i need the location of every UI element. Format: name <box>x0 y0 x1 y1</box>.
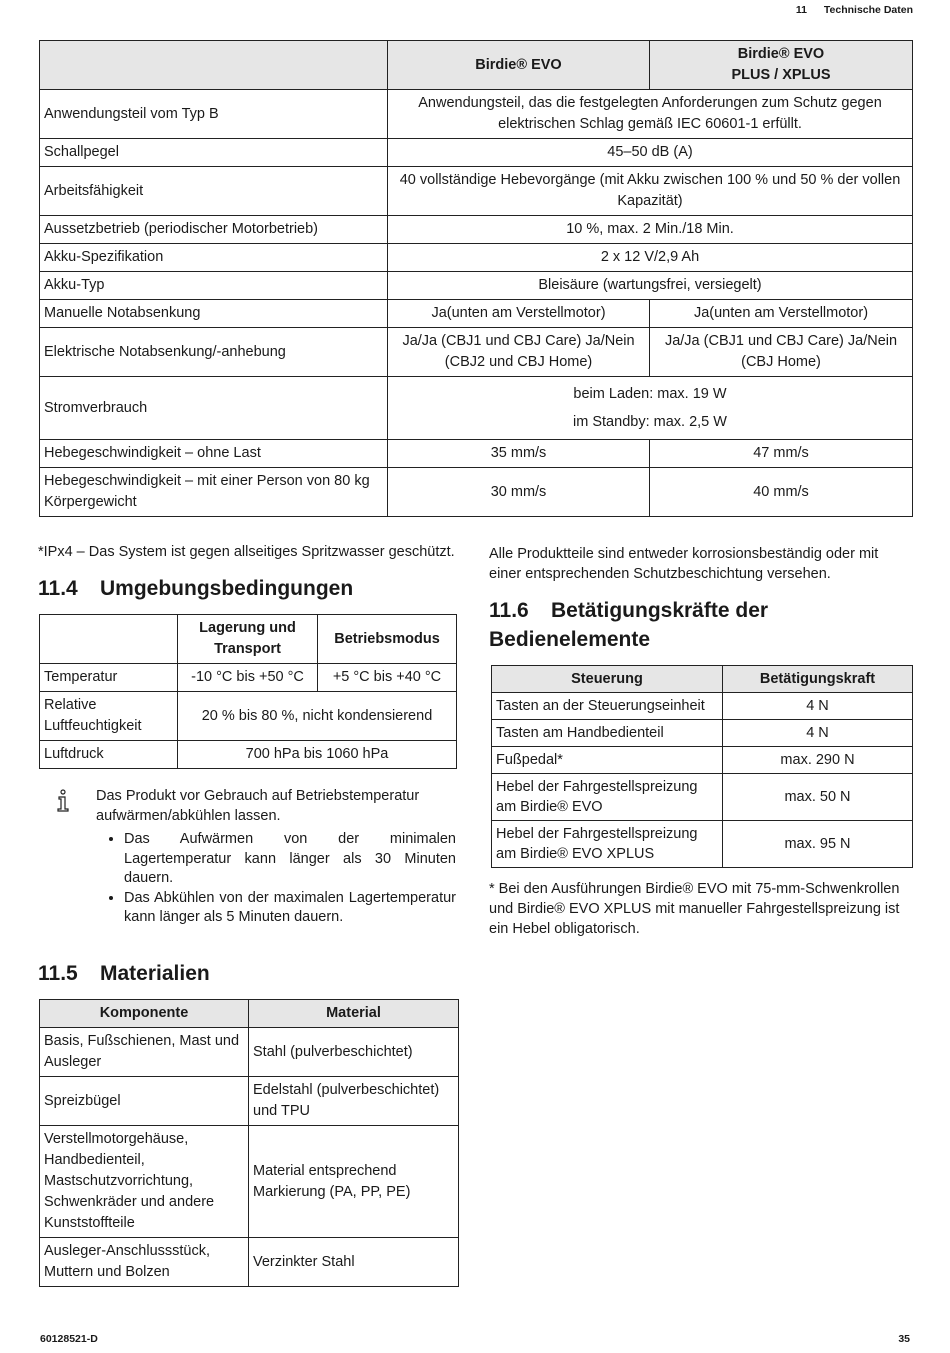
table-row <box>40 741 457 769</box>
row-label: Temperatur <box>40 664 178 692</box>
table-row <box>40 468 913 517</box>
row-value: 40 vollständige Hebevorgänge (mit Akku zwischen 100 % und 50 % der vollen Kapazität) <box>388 167 913 216</box>
table-row <box>40 300 913 328</box>
row-label: Arbeitsfähigkeit <box>40 167 388 216</box>
row-label: Akku-Typ <box>40 272 388 300</box>
table-row <box>40 328 913 377</box>
table-row <box>492 821 913 868</box>
section-number: 11.6 <box>489 599 529 622</box>
page-number: 35 <box>898 1333 910 1345</box>
row-label: Hebegeschwindigkeit – ohne Last <box>40 440 388 468</box>
row-label: Manuelle Notabsenkung <box>40 300 388 328</box>
header-birdie-evo-plus <box>650 41 913 90</box>
info-text: Das Produkt vor Gebrauch auf Betriebstemperatur aufwärmen/abkühlen lassen. <box>96 788 420 824</box>
header-force: Betätigungskraft <box>723 666 913 693</box>
row-value-evo-plus: Ja/Ja (CBJ1 und CBJ Care) Ja/Nein (CBJ Home) <box>650 328 913 377</box>
row-label: Stromverbrauch <box>40 377 388 440</box>
chapter-title: Technische Daten <box>823 4 913 16</box>
row-value-evo: 30 mm/s <box>388 468 650 517</box>
header-material: Material <box>249 1000 459 1028</box>
table-row <box>40 440 913 468</box>
table-row <box>40 90 913 139</box>
table-header-row <box>40 41 913 90</box>
info-note <box>56 787 456 928</box>
control-cell: Hebel der Fahrgestellspreizung am Birdie® EVO XPLUS <box>492 821 723 868</box>
value-line: beim Laden: max. 19 W <box>573 386 727 402</box>
row-value: 700 hPa bis 1060 hPa <box>178 741 457 769</box>
row-value-operation: +5 °C bis +40 °C <box>318 664 457 692</box>
ipx4-note: *IPx4 – Das System ist gegen allseitiges Spritzwasser geschützt. <box>38 544 455 560</box>
row-value: 45–50 dB (A) <box>388 139 913 167</box>
row-value: Anwendungsteil, das die festgelegten Anforderungen zum Schutz gegen elektrischen Schlag gemäß IEC 60601-1 erfüllt. <box>388 90 913 139</box>
row-value-evo-plus: 40 mm/s <box>650 468 913 517</box>
actuation-force-table <box>491 665 913 868</box>
header-line: Lagerung und <box>199 620 296 636</box>
row-label: Relative Luftfeuchtigkeit <box>40 692 178 741</box>
table-row <box>40 377 913 440</box>
row-label: Elektrische Notabsenkung/-anhebung <box>40 328 388 377</box>
list-item: • Das Abkühlen von der maximalen Lagertemperatur kann länger als 5 Minuten dauern. <box>124 889 456 928</box>
header-blank-cell <box>40 615 178 664</box>
row-label: Luftdruck <box>40 741 178 769</box>
chapter-number: 11 <box>795 4 807 16</box>
row-label: Schallpegel <box>40 139 388 167</box>
environment-table <box>39 614 457 769</box>
table-row <box>40 167 913 216</box>
header-component: Komponente <box>40 1000 249 1028</box>
row-value-evo: Ja/Ja (CBJ1 und CBJ Care) Ja/Nein (CBJ2 und CBJ Home) <box>388 328 650 377</box>
table-row <box>40 1238 459 1287</box>
component-cell: Ausleger-Anschlussstück, Muttern und Bolzen <box>40 1238 249 1287</box>
component-cell: Basis, Fußschienen, Mast und Ausleger <box>40 1028 249 1077</box>
header-storage <box>178 615 318 664</box>
table-row <box>40 244 913 272</box>
section-title: Materialien <box>100 962 210 985</box>
header-blank-cell <box>40 41 388 90</box>
info-bullet-list <box>96 830 456 928</box>
material-cell: Edelstahl (pulverbeschichtet) und TPU <box>249 1077 459 1126</box>
table-row <box>40 1028 459 1077</box>
table-row <box>40 139 913 167</box>
page-header <box>796 4 913 16</box>
table-header-row <box>40 1000 459 1028</box>
section-heading-11-5 <box>38 959 210 988</box>
row-value-evo: 35 mm/s <box>388 440 650 468</box>
table-row <box>40 272 913 300</box>
table-row <box>492 693 913 720</box>
control-cell: Hebel der Fahrgestellspreizung am Birdie® EVO <box>492 774 723 821</box>
row-label: Anwendungsteil vom Typ B <box>40 90 388 139</box>
header-line: Birdie® EVO <box>737 46 825 62</box>
lever-footnote: * Bei den Ausführungen Birdie® EVO mit 75-mm-Schwenkrollen und Birdie® EVO XPLUS mit manueller Fahrgestellspreizung ist ein Hebel obligatorisch. <box>489 881 900 937</box>
row-value <box>388 377 913 440</box>
table-row <box>40 664 457 692</box>
section-title: Umgebungsbedingungen <box>100 577 354 600</box>
force-cell: max. 50 N <box>723 774 913 821</box>
list-item: • Das Aufwärmen von der minimalen Lagertemperatur kann länger als 30 Minuten dauern. <box>124 830 456 889</box>
table-row <box>492 774 913 821</box>
section-heading-11-6 <box>489 596 909 654</box>
table-row <box>40 216 913 244</box>
table-row <box>492 720 913 747</box>
header-line: Transport <box>214 641 281 657</box>
control-cell: Tasten an der Steuerungseinheit <box>492 693 723 720</box>
table-row <box>492 747 913 774</box>
corrosion-note: Alle Produktteile sind entweder korrosionsbeständig oder mit einer entsprechenden Schutzbeschichtung versehen. <box>489 546 879 582</box>
header-operation: Betriebsmodus <box>318 615 457 664</box>
table-row <box>40 1077 459 1126</box>
force-cell: 4 N <box>723 720 913 747</box>
header-line: PLUS / XPLUS <box>731 67 831 83</box>
material-cell: Verzinkter Stahl <box>249 1238 459 1287</box>
technical-data-table <box>39 40 913 517</box>
section-number: 11.4 <box>38 577 78 600</box>
row-value-evo-plus: 47 mm/s <box>650 440 913 468</box>
header-birdie-evo: Birdie® EVO <box>388 41 650 90</box>
control-cell: Tasten am Handbedienteil <box>492 720 723 747</box>
force-cell: max. 290 N <box>723 747 913 774</box>
material-cell: Stahl (pulverbeschichtet) <box>249 1028 459 1077</box>
value-line: im Standby: max. 2,5 W <box>573 414 727 430</box>
row-value-evo-plus: Ja(unten am Verstellmotor) <box>650 300 913 328</box>
info-icon <box>56 789 70 813</box>
row-value: Bleisäure (wartungsfrei, versiegelt) <box>388 272 913 300</box>
table-row <box>40 692 457 741</box>
component-cell: Verstellmotorgehäuse, Handbedienteil, Mastschutzvorrichtung, Schwenkräder und andere Kunststoffteile <box>40 1126 249 1238</box>
control-cell: Fußpedal* <box>492 747 723 774</box>
component-cell: Spreizbügel <box>40 1077 249 1126</box>
section-number: 11.5 <box>38 962 78 985</box>
row-value-evo: Ja(unten am Verstellmotor) <box>388 300 650 328</box>
row-value-storage: -10 °C bis +50 °C <box>178 664 318 692</box>
section-heading-11-4 <box>38 574 353 603</box>
row-value: 20 % bis 80 %, nicht kondensierend <box>178 692 457 741</box>
force-cell: 4 N <box>723 693 913 720</box>
material-cell: Material entsprechend Markierung (PA, PP, PE) <box>249 1126 459 1238</box>
header-control: Steuerung <box>492 666 723 693</box>
row-label: Hebegeschwindigkeit – mit einer Person von 80 kg Körpergewicht <box>40 468 388 517</box>
table-header-row <box>40 615 457 664</box>
row-value: 10 %, max. 2 Min./18 Min. <box>388 216 913 244</box>
table-row <box>40 1126 459 1238</box>
row-value: 2 x 12 V/2,9 Ah <box>388 244 913 272</box>
force-cell: max. 95 N <box>723 821 913 868</box>
document-id: 60128521-D <box>40 1333 98 1345</box>
row-label: Akku-Spezifikation <box>40 244 388 272</box>
materials-table <box>39 999 459 1287</box>
section-title: Betätigungskräfte der Bedienelemente <box>489 599 769 651</box>
table-header-row <box>492 666 913 693</box>
row-label: Aussetzbetrieb (periodischer Motorbetrieb) <box>40 216 388 244</box>
